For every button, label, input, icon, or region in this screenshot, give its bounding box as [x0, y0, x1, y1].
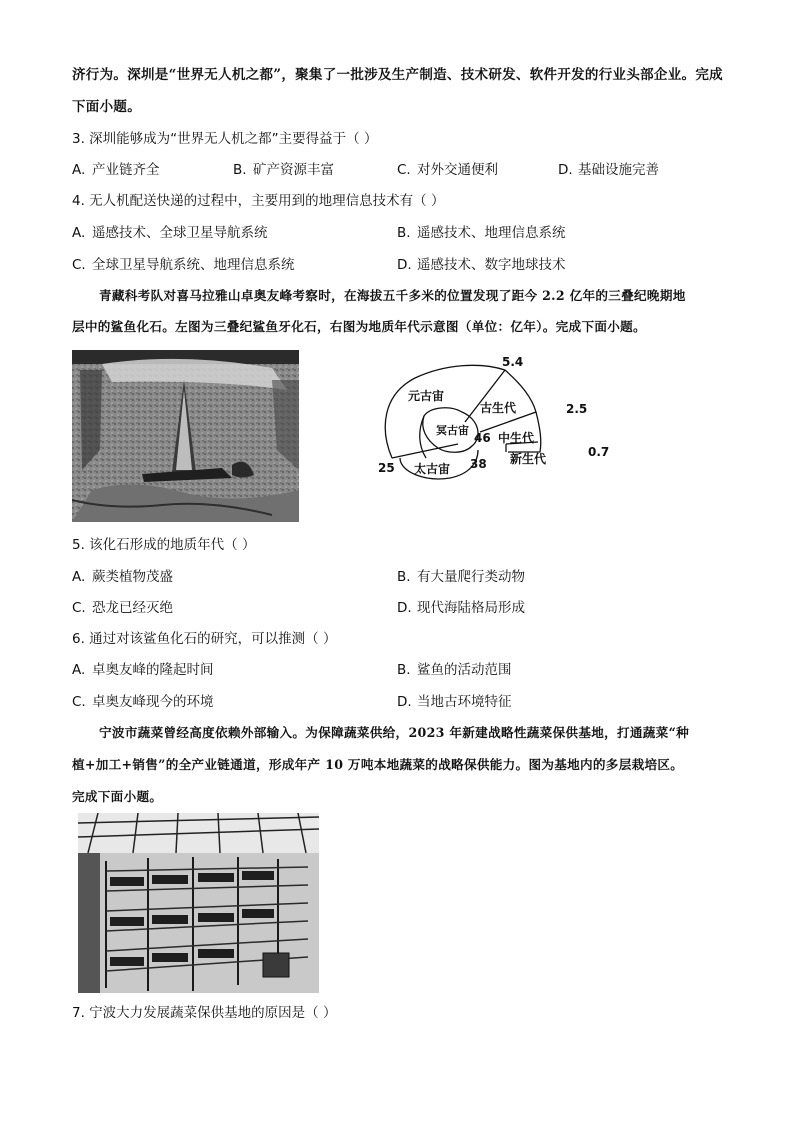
option-text: 产业链齐全 — [92, 162, 160, 178]
number-5-4: 5.4 — [502, 355, 524, 369]
intro-paragraph-2-line-2: 层中的鲨鱼化石。左图为三叠纪鲨鱼牙化石，右图为地质年代示意图（单位：亿年）。完成下面小题。 — [72, 319, 646, 334]
question-3-option-a — [72, 161, 160, 179]
question-4-option-c — [72, 256, 295, 274]
question-4-option-d — [397, 256, 566, 274]
label-paleozoic: 古生代 — [480, 401, 517, 415]
question-6-option-c — [72, 693, 214, 711]
question-3-option-c — [397, 161, 498, 179]
label-mesozoic: 中生代 — [498, 431, 535, 445]
question-4-option-a — [72, 224, 268, 242]
option-key: D. — [397, 694, 412, 710]
spiral-arc-mesozoic — [536, 412, 541, 452]
option-text: 遥感技术、地理信息系统 — [417, 225, 566, 241]
option-text: 有大量爬行类动物 — [417, 569, 525, 585]
question-7-stem: 7. 宁波大力发展蔬菜保供基地的原因是（ ） — [72, 1005, 337, 1021]
intro-paragraph-3-line-2: 植+加工+销售”的全产业链通道，形成年产 10 万吨本地蔬菜的战略保供能力。图为基地内的多层栽培区。 — [72, 757, 684, 772]
option-key: A. — [72, 569, 86, 585]
shark-tooth-fossil-image — [72, 350, 299, 522]
label-hadean: 冥古宙 — [436, 424, 469, 437]
number-38: 38 — [470, 457, 487, 471]
option-text: 卓奥友峰的隆起时间 — [92, 662, 214, 678]
number-25: 25 — [378, 461, 395, 475]
option-key: B. — [397, 569, 411, 585]
question-3-stem: 3. 深圳能够成为“世界无人机之都”主要得益于（ ） — [72, 131, 378, 147]
question-6-option-b — [397, 661, 512, 679]
option-text: 遥感技术、数字地球技术 — [417, 257, 566, 273]
option-key: D. — [397, 600, 412, 616]
option-key: C. — [397, 162, 411, 178]
intro-paragraph-3-line-1: 宁波市蔬菜曾经高度依赖外部输入。为保障蔬菜供给，2023 年新建战略性蔬菜保供基地，打通蔬菜“种 — [99, 725, 690, 740]
question-5-option-c — [72, 599, 173, 617]
geologic-time-diagram — [370, 350, 620, 485]
option-key: C. — [72, 694, 86, 710]
question-5-option-b — [397, 568, 525, 586]
question-6-option-d — [397, 693, 512, 711]
question-4-option-b — [397, 224, 566, 242]
question-3-option-d — [558, 161, 659, 179]
option-text: 遥感技术、全球卫星导航系统 — [92, 225, 268, 241]
question-5-option-a — [72, 568, 173, 586]
option-text: 恐龙已经灭绝 — [92, 600, 173, 616]
shelves-photo-drawing — [78, 813, 319, 993]
option-key: D. — [397, 257, 412, 273]
option-key: A. — [72, 162, 86, 178]
option-text: 现代海陆格局形成 — [417, 600, 525, 616]
fossil-photo-drawing — [72, 350, 299, 522]
option-text: 矿产资源丰富 — [253, 162, 334, 178]
number-0-7: 0.7 — [588, 445, 610, 459]
option-key: B. — [397, 662, 411, 678]
option-text: 蕨类植物茂盛 — [92, 569, 173, 585]
intro-paragraph-3-line-3: 完成下面小题。 — [72, 789, 163, 804]
option-text: 当地古环境特征 — [417, 694, 512, 710]
option-text: 全球卫星导航系统、地理信息系统 — [92, 257, 295, 273]
option-key: A. — [72, 225, 86, 241]
boundary-2-5 — [480, 412, 536, 432]
option-key: C. — [72, 257, 86, 273]
label-archean: 太古宙 — [414, 462, 451, 476]
intro-paragraph-2-line-1: 青藏科考队对喜马拉雅山卓奥友峰考察时，在海拔五千多米的位置发现了距今 2.2 亿年的三叠纪晚期地 — [99, 288, 686, 303]
question-5-option-d — [397, 599, 525, 617]
option-text: 基础设施完善 — [578, 162, 659, 178]
number-46: 46 — [474, 431, 491, 445]
label-cenozoic: 新生代 — [510, 452, 547, 466]
option-text: 鲨鱼的活动范围 — [417, 662, 512, 678]
option-key: B. — [233, 162, 247, 178]
intro-paragraph-1-line-2: 下面小题。 — [72, 99, 141, 115]
question-3-option-b — [233, 161, 334, 179]
intro-paragraph-1-line-1: 济行为。深圳是“世界无人机之都”，聚集了一批涉及生产制造、技术研发、软件开发的行业头部企业。完成 — [72, 67, 723, 83]
label-proterozoic: 元古宙 — [408, 389, 445, 403]
option-key: D. — [558, 162, 573, 178]
question-4-stem: 4. 无人机配送快递的过程中，主要用到的地理信息技术有（ ） — [72, 193, 445, 209]
option-text: 卓奥友峰现今的环境 — [92, 694, 214, 710]
option-key: B. — [397, 225, 411, 241]
option-key: C. — [72, 600, 86, 616]
option-key: A. — [72, 662, 86, 678]
number-2-5: 2.5 — [566, 402, 588, 416]
question-6-option-a — [72, 661, 214, 679]
question-5-stem: 5. 该化石形成的地质年代（ ） — [72, 537, 256, 553]
vegetable-shelves-image — [78, 813, 319, 993]
option-text: 对外交通便利 — [417, 162, 498, 178]
question-6-stem: 6. 通过对该鲨鱼化石的研究，可以推测（ ） — [72, 631, 337, 647]
